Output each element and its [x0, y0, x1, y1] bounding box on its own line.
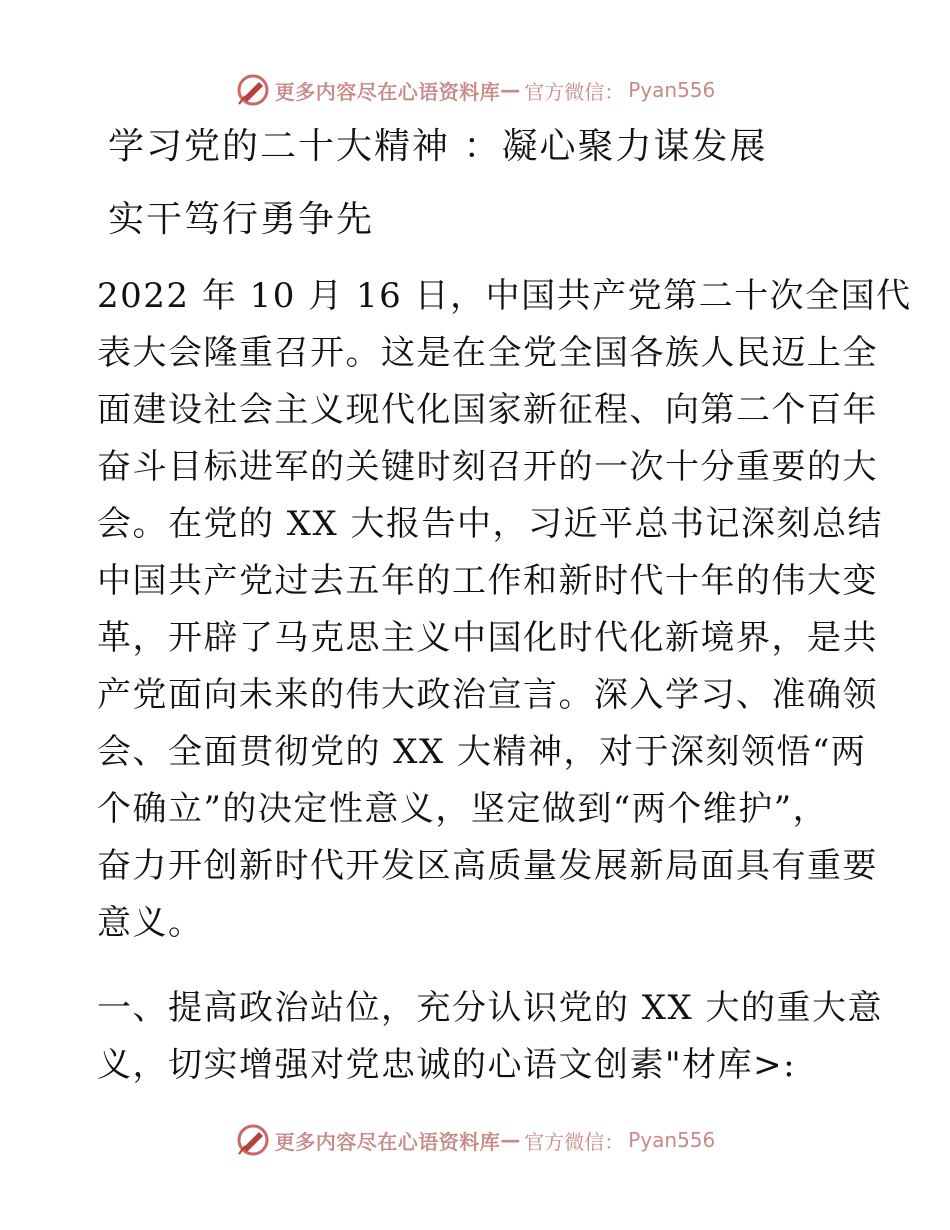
watermark-title: 更多内容尽在心语资料库	[274, 1129, 501, 1154]
pen-circle-logo-icon	[235, 72, 271, 108]
paragraph-line: 2022 年 10 月 16 日，中国共产党第二十次全国代	[97, 276, 912, 316]
pen-circle-logo-icon	[235, 1122, 271, 1158]
watermark-contact-label: 官方微信：	[524, 79, 625, 104]
paragraph-line: 面建设社会主义现代化国家新征程、向第二个百年	[97, 390, 878, 430]
paragraph-line: 表大会隆重召开。这是在全党全国各族人民迈上全	[97, 333, 878, 373]
watermark-footer	[0, 1120, 950, 1160]
paragraph-1	[97, 268, 912, 952]
paragraph-line: 奋力开创新时代开发区高质量发展新局面具有重要	[97, 846, 878, 886]
paragraph-line: 奋斗目标进军的关键时刻召开的一次十分重要的大	[97, 447, 878, 487]
document-title-line-2: 实干笃行勇争先	[108, 199, 375, 240]
paragraph-line: 个确立”的决定性意义，坚定做到“两个维护”，	[97, 789, 829, 829]
paragraph-line: 意义。	[97, 903, 204, 943]
paragraph-line: 革，开辟了马克思主义中国化时代化新境界，是共	[97, 618, 878, 658]
paragraph-line: 会。在党的 XX 大报告中，习近平总书记深刻总结	[97, 504, 884, 544]
watermark-contact-label: 官方微信：	[524, 1129, 625, 1154]
document-title-line-1: 学习党的二十大精神 ：凝心聚力谋发展	[108, 126, 768, 167]
section-heading-line: 一、提高政治站位，充分认识党的 XX 大的重大意	[97, 988, 884, 1028]
watermark-separator: —	[500, 78, 521, 102]
paragraph-line: 产党面向未来的伟大政治宣言。深入学习、准确领	[97, 675, 878, 715]
paragraph-2	[97, 980, 884, 1094]
watermark-separator: —	[500, 1128, 521, 1152]
section-heading-line: 义，切实增强对党忠诚的心语文创素"材库>:	[97, 1045, 797, 1085]
watermark-header	[0, 70, 950, 110]
paragraph-line: 中国共产党过去五年的工作和新时代十年的伟大变	[97, 561, 878, 601]
paragraph-line: 会、全面贯彻党的 XX 大精神，对于深刻领悟“两	[97, 732, 867, 772]
watermark-wechat-id: Pyan556	[628, 78, 716, 102]
watermark-title: 更多内容尽在心语资料库	[274, 79, 501, 104]
watermark-wechat-id: Pyan556	[628, 1128, 716, 1152]
